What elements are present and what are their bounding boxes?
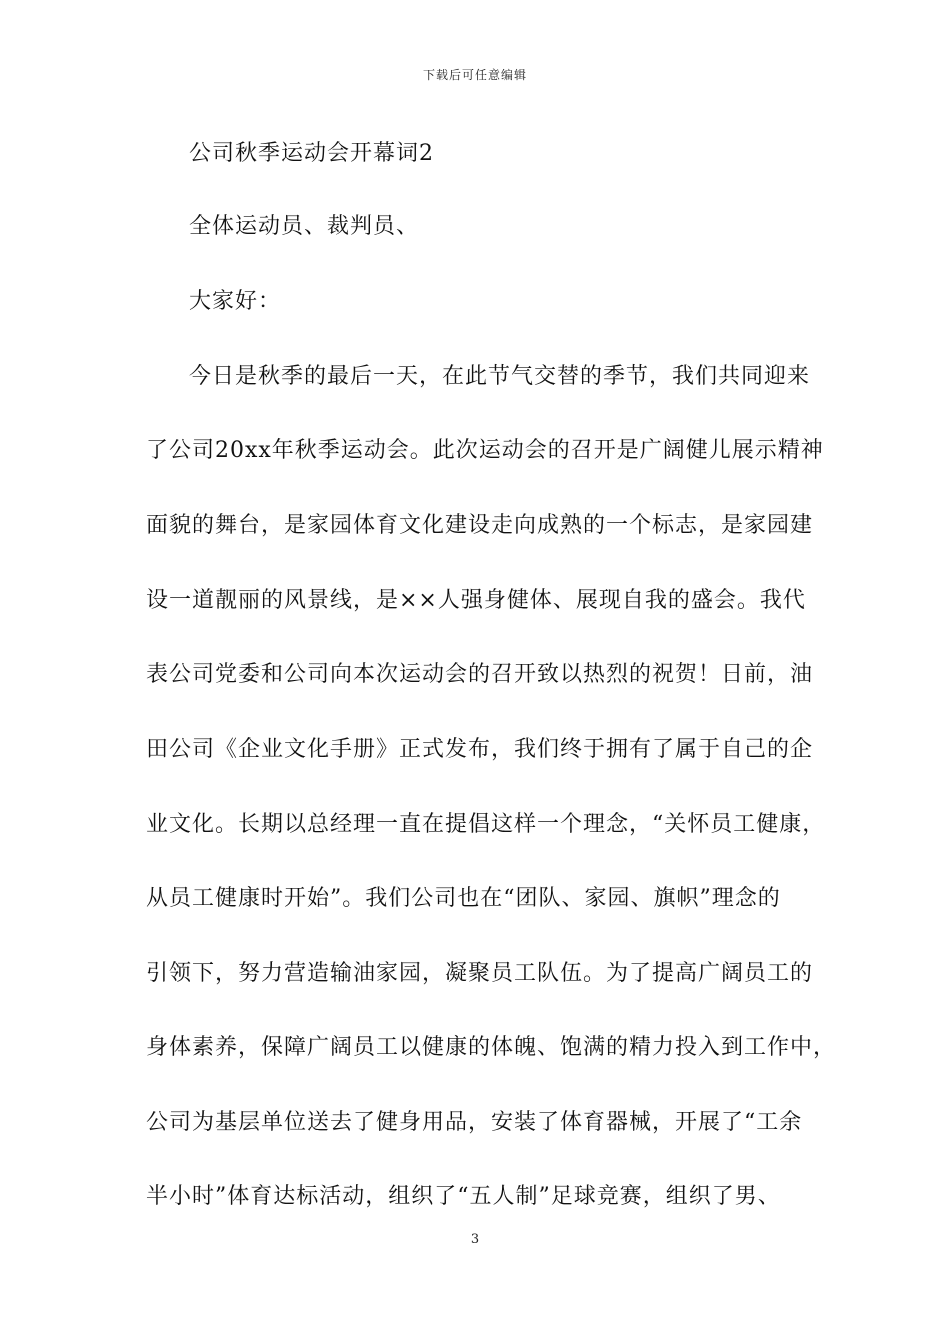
body-line: 面貌的舞台，是家园体育文化建设走向成熟的一个标志，是家园建 [146,513,814,538]
body-line: 田公司《企业文化手册》正式发布，我们终于拥有了属于自己的企 [146,737,814,762]
body-line: 了公司20xx年秋季运动会。此次运动会的召开是广阔健儿展示精神 [146,438,824,463]
document-title: 公司秋季运动会开幕词2 [189,141,434,166]
header-note: 下载后可任意编辑 [422,68,527,82]
body-line: 公司为基层单位送去了健身用品，安装了体育器械，开展了“工余 [146,1110,803,1135]
body-line: 半小时”体育达标活动，组织了“五人制”足球竞赛，组织了男、 [146,1184,781,1209]
body-line: 从员工健康时开始”。我们公司也在“团队、家园、旗帜”理念的 [146,886,781,911]
body-line: 引领下，努力营造输油家园，凝聚员工队伍。为了提高广阔员工的 [146,961,814,986]
body-line: 表公司党委和公司向本次运动会的召开致以热烈的祝贺！日前，油 [146,662,814,687]
body-line: 业文化。长期以总经理一直在提倡这样一个理念，“关怀员工健康， [146,812,826,837]
salutation-line-2: 大家好： [189,289,282,314]
body-line: 设一道靓丽的风景线，是××人强身健体、展现自我的盛会。我代 [146,588,806,613]
page-number: 3 [470,1232,480,1247]
body-line: 今日是秋季的最后一天，在此节气交替的季节，我们共同迎来 [189,364,811,389]
body-line: 身体素养，保障广阔员工以健康的体魄、饱满的精力投入到工作中， [146,1035,837,1060]
salutation-line-1: 全体运动员、裁判员、 [189,214,420,239]
